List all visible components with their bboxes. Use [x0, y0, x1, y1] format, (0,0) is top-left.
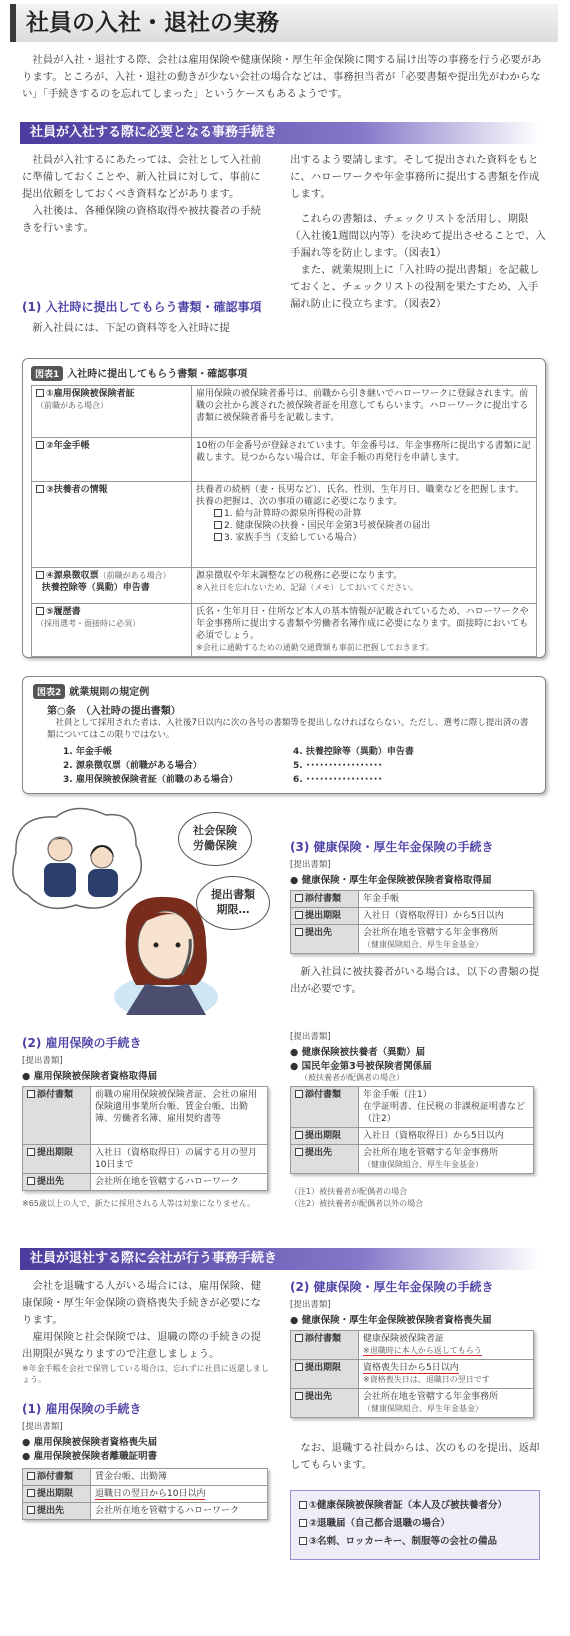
table-row: 提出先 会社所在地を管轄する年金事務所 （健康保険組合、厚生年金基金） — [291, 925, 534, 954]
checklist-item: 扶養控除等（異動）申告書 — [41, 583, 150, 593]
speech-bubble-documents: 提出書類 期限… — [196, 876, 270, 930]
join-paragraph: 社員が入社するにあたっては、会社として入社前に準備しておくことや、新入社員に対して、事前に提出依頼をしておくべき資料などがあります。 — [22, 154, 261, 200]
join-column-right — [290, 152, 548, 313]
check-item: 3. 家族手当（支給している場合） — [224, 533, 362, 543]
checkbox-icon[interactable] — [36, 441, 44, 449]
footnote: （注1）被扶養者が配偶者の場合 — [290, 1187, 408, 1196]
checkbox-icon[interactable] — [295, 894, 303, 902]
table-row: 提出期限 退職日の翌日から10日以内 — [23, 1486, 268, 1503]
join-paragraph: 新入社員には、下記の資料等を入社時に提 — [32, 322, 230, 334]
list-item: ②退職届（自己都合退職の場合） — [299, 1515, 531, 1533]
list-item: 2. 源泉徴収票（前職がある場合） — [63, 761, 202, 771]
checkbox-icon[interactable] — [36, 389, 44, 397]
join-paragraph: また、就業規則上に「入社時の提出書類」を記載しておくと、チェックリストの役割を果たすため、入手漏れ防止に役立ちます。（図表2） — [290, 264, 540, 310]
checklist-description: 雇用保険の被保険者番号は、前職から引き継いでハローワークに登録されます。前職の会社から渡された被保険者証を用意してもらいます。ハローワークに提出する書類に被保険者番号を記載します。 — [192, 386, 537, 438]
table-row: 提出先 会社所在地を管轄するハローワーク — [23, 1174, 268, 1191]
checkbox-icon[interactable] — [295, 928, 303, 936]
table-row: 提出期限 資格喪失日から5日以内 ※資格喪失日は、退職日の翌日です — [291, 1360, 534, 1389]
table-row: 提出先 会社所在地を管轄する年金事務所 （健康保険組合、厚生年金基金） — [291, 1145, 534, 1174]
table-row: 提出先 会社所在地を管轄する年金事務所 （健康保険組合、厚生年金基金） — [291, 1389, 534, 1418]
dependents-table — [290, 1086, 534, 1174]
label-documents: [提出書類] — [22, 1422, 63, 1432]
list-item: 3. 雇用保険被保険者証（前職のある場合） — [63, 775, 238, 785]
footnote: ※65歳以上の人で、新たに採用される人等は対象になりません。 — [22, 1199, 256, 1208]
checkbox-icon[interactable] — [27, 1506, 35, 1514]
footnote: （注2）被扶養者が配偶者以外の場合 — [290, 1199, 424, 1208]
checklist-note: （採用選考・面接時に必須） — [36, 619, 140, 628]
checkbox-icon[interactable] — [299, 1501, 307, 1509]
join-column-left — [22, 152, 270, 237]
checkbox-icon[interactable] — [27, 1090, 35, 1098]
table-row: 添付書類 前職の雇用保険被保険者証、会社の雇用保険適用事業所台帳、賃金台帳、出勤簿、労働者名簿、雇用契約書等 — [23, 1087, 268, 1145]
health-leaving-table — [290, 1330, 534, 1418]
speech-bubble-insurance: 社会保険 労働保険 — [178, 812, 252, 866]
checklist-table — [31, 385, 537, 657]
checklist-note: （前職がある場合） — [98, 571, 171, 580]
list-item: ①健康保険被保険者証（本人及び被扶養者分） — [299, 1497, 531, 1515]
employment-leaving-table — [22, 1468, 268, 1520]
return-items-box — [290, 1490, 540, 1560]
table-row: 添付書類 健康保険被保険者証 ※退職時に本人から返してもらう — [291, 1331, 534, 1360]
checkbox-icon[interactable] — [295, 1334, 303, 1342]
table-row: 提出期限 入社日（資格取得日）の属する月の翌月10日まで — [23, 1145, 268, 1174]
checkbox-icon[interactable] — [295, 911, 303, 919]
subheading-health-joining: (3) 健康保険・厚生年金保険の手続き — [290, 840, 494, 854]
checkbox-icon[interactable] — [295, 1148, 303, 1156]
table-row: 添付書類 賃金台帳、出勤簿 — [23, 1469, 268, 1486]
table-row — [32, 568, 537, 604]
section-heading-leaving: 社員が退社する際に会社が行う事務手続き — [20, 1248, 540, 1270]
leave-paragraph: 会社を退職する人がいる場合には、雇用保険、健康保険・厚生年金保険の資格喪失手続きが必要になります。 — [22, 1280, 261, 1326]
checkbox-icon[interactable] — [295, 1131, 303, 1139]
document-name: ● 雇用保険被保険者資格取得届 — [22, 1071, 158, 1082]
figure-title: 就業規則の規定例 — [69, 687, 150, 698]
employment-joining-table — [22, 1086, 268, 1191]
document-name: ● 健康保険・厚生年金保険被保険者資格喪失届 — [290, 1315, 492, 1326]
checkbox-icon[interactable] — [214, 533, 222, 541]
checklist-note: （前職がある場合） — [36, 401, 108, 410]
list-item: 4. 扶養控除等（異動）申告書 — [293, 747, 414, 757]
label-documents: [提出書類] — [290, 1300, 331, 1310]
checkbox-icon[interactable] — [36, 485, 44, 493]
join-paragraph: 出するよう要請します。そして提出された資料をもとに、ハローワークや年金事務所に提出する書類を作成します。 — [290, 154, 540, 200]
table-row — [32, 386, 537, 438]
article-title: 第○条 （入社時の提出書類） — [47, 706, 181, 717]
page-title: 社員の入社・退社の実務 — [10, 4, 558, 42]
checklist-item: ④源泉徴収票 — [46, 571, 99, 581]
section-heading-joining: 社員が入社する際に必要となる事務手続き — [20, 122, 540, 144]
label-documents: [提出書類] — [22, 1056, 63, 1066]
checklist-item: ③扶養者の情報 — [46, 485, 108, 495]
checkbox-icon[interactable] — [295, 1363, 303, 1371]
subheading-employment-leaving: (1) 雇用保険の手続き — [22, 1402, 142, 1416]
leave-note: ※年金手帳を会社で保管している場合は、忘れずに社員に返還しましょう。 — [22, 1364, 269, 1384]
table-row — [32, 604, 537, 657]
table-row: 提出期限 入社日（資格取得日）から5日以内 — [291, 1128, 534, 1145]
checklist-description: 源泉徴収や年末調整などの税務に必要になります。 — [196, 571, 403, 581]
checkbox-icon[interactable] — [214, 509, 222, 517]
health-joining-table — [290, 890, 534, 954]
table-row — [32, 482, 537, 568]
checkbox-icon[interactable] — [214, 521, 222, 529]
join-paragraph: これらの書類は、チェックリストを活用し、期限（入社後1週間以内等）を決めて提出させることで、入手漏れ等を防止します。（図表1） — [290, 213, 546, 259]
checkbox-icon[interactable] — [27, 1148, 35, 1156]
document-name: ● 雇用保険被保険者離職証明書 — [22, 1451, 158, 1462]
document-name: ● 雇用保険被保険者資格喪失届 — [22, 1437, 158, 1448]
check-item: 2. 健康保険の扶養・国民年金第3号被保険者の届出 — [224, 521, 431, 531]
subheading-documents: (1) 入社時に提出してもらう書類・確認事項 — [22, 300, 262, 314]
return-items-paragraph: なお、退職する社員からは、次のものを提出、返却してもらいます。 — [290, 1442, 540, 1471]
subheading-health-leaving: (2) 健康保険・厚生年金保険の手続き — [290, 1280, 494, 1294]
figure-tag: 図表1 — [31, 366, 63, 381]
document-name: ● 健康保険被扶養者（異動）届 — [290, 1047, 426, 1058]
document-name: ● 健康保険・厚生年金保険被保険者資格取得届 — [290, 875, 492, 886]
checklist-item: ①雇用保険被保険者証 — [46, 389, 135, 399]
checkbox-icon[interactable] — [27, 1472, 35, 1480]
checklist-description: 扶養者の続柄（妻・長男など）、氏名、性別、生年月日、職業などを把握します。扶養の把握は、次の事項の確認に必要になります。 — [196, 485, 524, 507]
list-item: 1. 年金手帳 — [63, 747, 112, 757]
checkbox-icon[interactable] — [27, 1177, 35, 1185]
document-note: （被扶養者が配偶者の場合） — [300, 1073, 404, 1082]
checkbox-icon[interactable] — [295, 1090, 303, 1098]
article-text: 社員として採用された者は、入社後7日以内に次の各号の書類等を提出しなければならない。ただし、選考に際し提出済の書類についてはこの限りではない。 — [47, 718, 529, 740]
table-row: 添付書類 年金手帳 — [291, 891, 534, 908]
checkbox-icon[interactable] — [295, 1392, 303, 1400]
figure-1-checklist — [22, 358, 546, 658]
checkbox-icon[interactable] — [36, 607, 44, 615]
checklist-note: ※会社に通勤するための通勤交通費額も事前に把握しておきます。 — [196, 643, 435, 652]
list-item: 5. ･････････････････ — [293, 761, 383, 771]
join-paragraph: 入社後は、各種保険の資格取得や被扶養者の手続きを行います。 — [22, 205, 261, 234]
checkbox-icon[interactable] — [299, 1519, 307, 1527]
label-documents: [提出書類] — [290, 1032, 331, 1042]
checkbox-icon[interactable] — [299, 1537, 307, 1545]
figure-tag: 図表2 — [33, 684, 65, 699]
subheading-employment-joining: (2) 雇用保険の手続き — [22, 1036, 142, 1050]
checklist-note: ※入社日を忘れないため、記録（メモ）しておいてください。 — [196, 583, 419, 592]
document-name: ● 国民年金第3号被保険者関係届 — [290, 1061, 432, 1072]
figure-title: 入社時に提出してもらう書類・確認事項 — [67, 369, 248, 380]
table-row: 提出先 会社所在地を管轄するハローワーク — [23, 1503, 268, 1520]
check-item: 1. 給与計算時の源泉所得税の計算 — [224, 509, 362, 519]
list-item: ③名刺、ロッカーキー、制服等の会社の備品 — [299, 1533, 531, 1551]
leave-paragraph: 雇用保険と社会保険では、退職の際の手続きの提出期限が異なりますので注意しましょう。 — [22, 1331, 261, 1360]
table-row: 提出期限 入社日（資格取得日）から5日以内 — [291, 908, 534, 925]
label-documents: [提出書類] — [290, 860, 331, 870]
checklist-item: ②年金手帳 — [46, 441, 90, 451]
checkbox-icon[interactable] — [27, 1489, 35, 1497]
table-row — [32, 438, 537, 482]
intro-text: 社員が入社・退社する際、会社は雇用保険や健康保険・厚生年金保険に関する届け出等の事務を行う必要があります。ところが、入社・退社の動きが少ない会社の場合などは、事務担当者が「必要書類や提出先がわからない」「手続きするのを忘れてしまった」というケースもあるようです。 — [22, 54, 542, 100]
checklist-description: 10桁の年金番号が登録されています。年金番号は、年金事務所に提出する書類に記載します。見つからない場合は、年金手帳の再発行を申請します。 — [192, 438, 537, 482]
figure-2-rules — [22, 676, 546, 794]
leave-column-left — [22, 1278, 270, 1385]
checkbox-icon[interactable] — [36, 571, 44, 579]
table-row: 添付書類 年金手帳（注1） 在学証明書、住民税の非課税証明書など（注2） — [291, 1087, 534, 1128]
checklist-item: ⑤履歴書 — [46, 607, 81, 617]
list-item: 6. ･････････････････ — [293, 775, 383, 785]
dependents-paragraph: 新入社員に被扶養者がいる場合は、以下の書類の提出が必要です。 — [290, 966, 540, 995]
checklist-description: 氏名・生年月日・住所など本人の基本情報が記載されているため、ハローワークや年金事務所に提出する書類や労働者名簿作成に必要になります。面接時においても必須でしょう。 — [196, 607, 529, 641]
